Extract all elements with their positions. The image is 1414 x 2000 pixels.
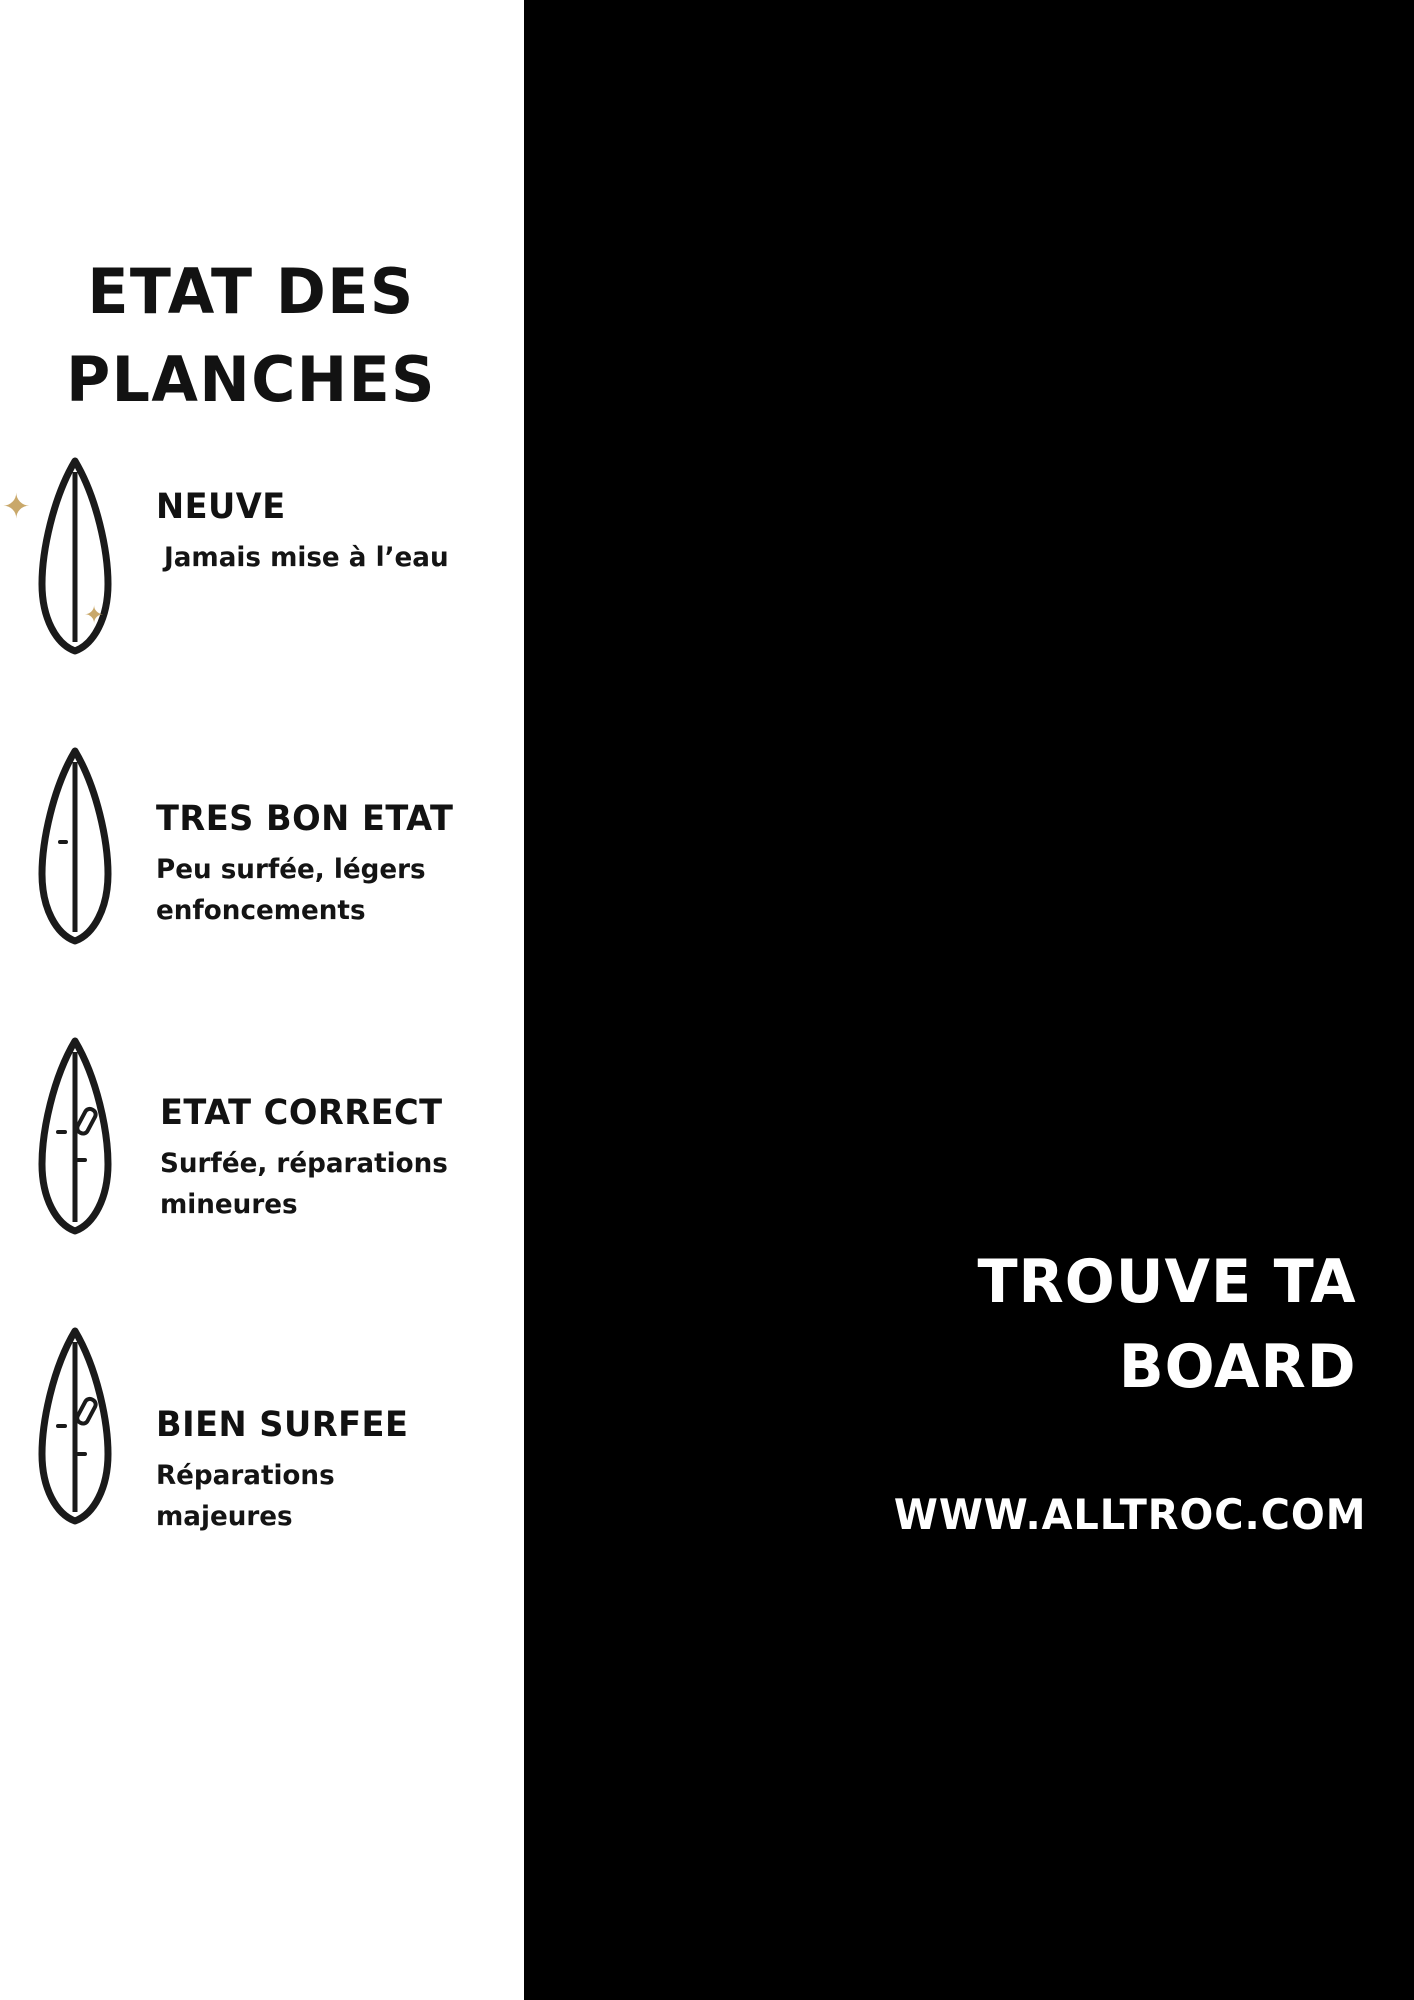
right-brand-panel bbox=[524, 0, 1414, 2000]
title-line-1: ETAT DES bbox=[87, 255, 415, 328]
left-content-panel bbox=[0, 0, 524, 2000]
condition-text bbox=[150, 452, 524, 578]
board-icon-slot bbox=[0, 1032, 150, 1240]
condition-description-line-1: Peu surfée, légers bbox=[156, 853, 426, 885]
condition-list bbox=[0, 452, 524, 1538]
condition-name: TRES BON ETAT bbox=[156, 799, 454, 839]
page-title bbox=[0, 248, 524, 424]
condition-name: BIEN SURFEE bbox=[156, 1405, 409, 1445]
surfboard-icon bbox=[34, 456, 116, 656]
sparkle-icon: ✦ bbox=[84, 602, 105, 629]
condition-description: Réparations majeures bbox=[156, 1459, 335, 1533]
board-icon-slot bbox=[0, 742, 150, 950]
condition-text bbox=[150, 1322, 524, 1538]
website-url[interactable]: WWW.ALLTROC.COM bbox=[893, 1490, 1366, 1539]
condition-name: NEUVE bbox=[156, 487, 286, 527]
condition-description-line-1: Surfée, réparations bbox=[160, 1147, 448, 1179]
condition-name: ETAT CORRECT bbox=[160, 1093, 443, 1133]
list-item bbox=[0, 742, 524, 950]
surfboard-icon bbox=[34, 1326, 116, 1526]
sparkle-icon: ✦ bbox=[2, 488, 31, 526]
board-icon-slot bbox=[0, 452, 150, 660]
list-item bbox=[0, 1032, 524, 1240]
condition-text bbox=[150, 742, 524, 932]
title-line-2: PLANCHES bbox=[66, 343, 436, 417]
board-icon-slot bbox=[0, 1322, 150, 1530]
surfboard-icon bbox=[34, 1036, 116, 1236]
cta-line-2: BOARD bbox=[1118, 1332, 1357, 1403]
condition-text bbox=[150, 1032, 524, 1226]
condition-description-line-2: mineures bbox=[160, 1189, 298, 1221]
call-to-action bbox=[624, 1240, 1364, 1410]
list-item bbox=[0, 452, 524, 660]
surfboard-icon bbox=[34, 746, 116, 946]
cta-line-1: TROUVE TA bbox=[977, 1247, 1357, 1317]
condition-description: Jamais mise à l’eau bbox=[164, 541, 449, 573]
list-item bbox=[0, 1322, 524, 1538]
condition-description-line-2: enfoncements bbox=[156, 895, 366, 927]
